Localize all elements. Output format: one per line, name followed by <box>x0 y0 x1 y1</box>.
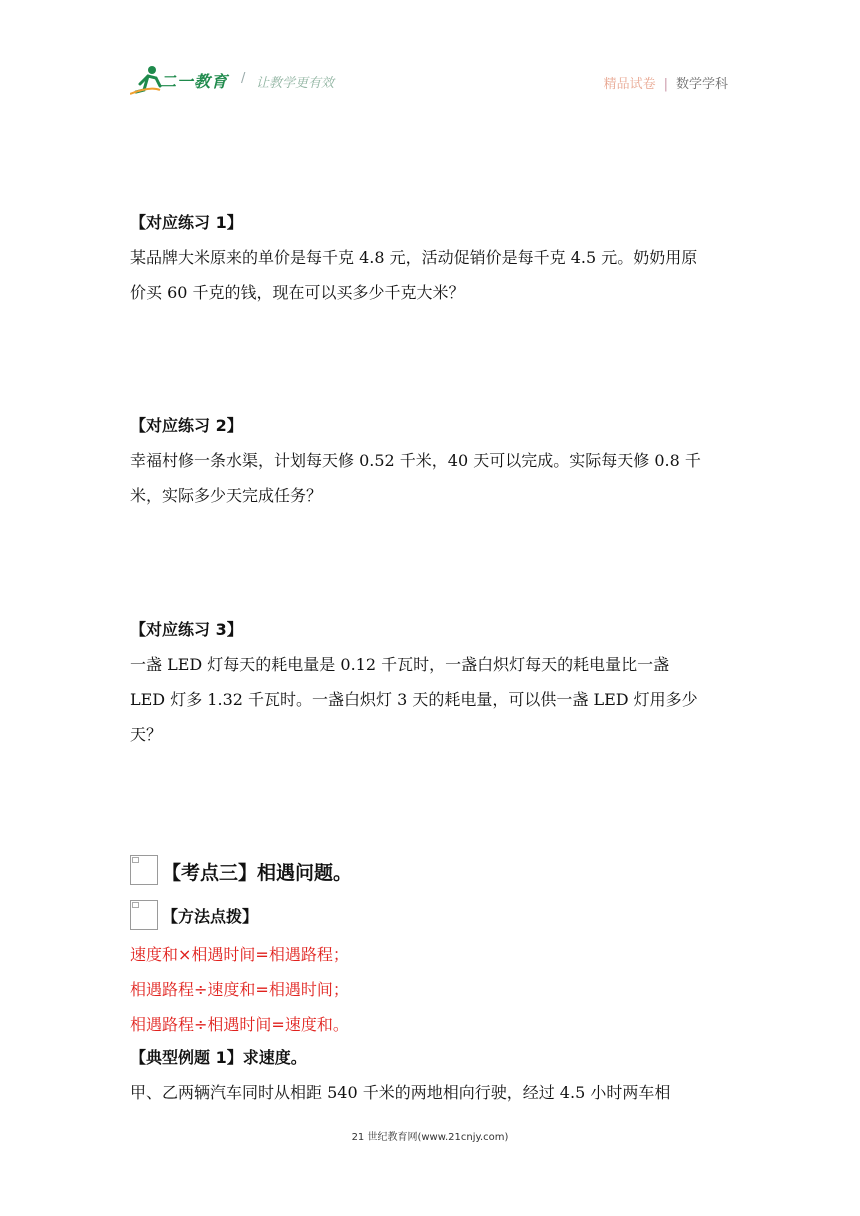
example-1-title: 【典型例题 1】求速度。 <box>130 1048 307 1067</box>
exercise-3 <box>130 612 730 752</box>
exercise-3-title: 【对应练习 3】 <box>130 620 243 639</box>
page-header <box>0 0 860 110</box>
slogan: 让教学更有效 <box>256 76 335 91</box>
exercise-3-line-3: 天？ <box>130 725 163 744</box>
slogan-separator: / <box>241 71 246 86</box>
example-1 <box>130 1040 730 1110</box>
exercise-3-line-2: LED 灯多 1.32 千瓦时。一盏白炽灯 3 天的耗电量，可以供一盏 LED 灯用多少 <box>130 690 698 709</box>
logo-text: 二一教育 <box>160 72 229 91</box>
header-subject <box>604 73 728 92</box>
method-formulas <box>130 937 730 1042</box>
section-heading: 【考点三】相遇问题。 <box>162 862 353 884</box>
formula-2: 相遇路程÷速度和=相遇时间； <box>130 980 349 999</box>
exercise-1-line-1: 某品牌大米原来的单价是每千克 4.8 元，活动促销价是每千克 4.5 元。奶奶用原 <box>130 248 698 267</box>
exercise-2-line-1: 幸福村修一条水渠，计划每天修 0.52 千米，40 天可以完成。实际每天修 0.8 千 <box>130 451 701 470</box>
page-footer: 21 世纪教育网(www.21cnjy.com) <box>351 1132 509 1143</box>
exercise-1-line-2: 价买 60 千克的钱，现在可以买多少千克大米？ <box>130 283 465 302</box>
example-1-line-1: 甲、乙两辆汽车同时从相距 540 千米的两地相向行驶，经过 4.5 小时两车相 <box>130 1083 671 1102</box>
image-placeholder-icon <box>130 900 158 930</box>
exercise-2-line-2: 米，实际多少天完成任务？ <box>130 486 323 505</box>
formula-3: 相遇路程÷相遇时间=速度和。 <box>130 1015 349 1034</box>
exercise-2-title: 【对应练习 2】 <box>130 416 243 435</box>
exercise-3-line-1: 一盏 LED 灯每天的耗电量是 0.12 千瓦时，一盏白炽灯每天的耗电量比一盏 <box>130 655 670 674</box>
exercise-1-title: 【对应练习 1】 <box>130 213 243 232</box>
header-label-premium: 精品试卷 <box>603 77 656 92</box>
header-divider: | <box>663 77 668 92</box>
image-placeholder-icon <box>130 855 158 885</box>
method-heading: 【方法点拨】 <box>162 907 259 926</box>
header-label-subject: 数学学科 <box>675 77 728 92</box>
exercise-1 <box>130 205 730 310</box>
formula-1: 速度和×相遇时间=相遇路程； <box>130 945 349 964</box>
exercise-2 <box>130 408 730 513</box>
